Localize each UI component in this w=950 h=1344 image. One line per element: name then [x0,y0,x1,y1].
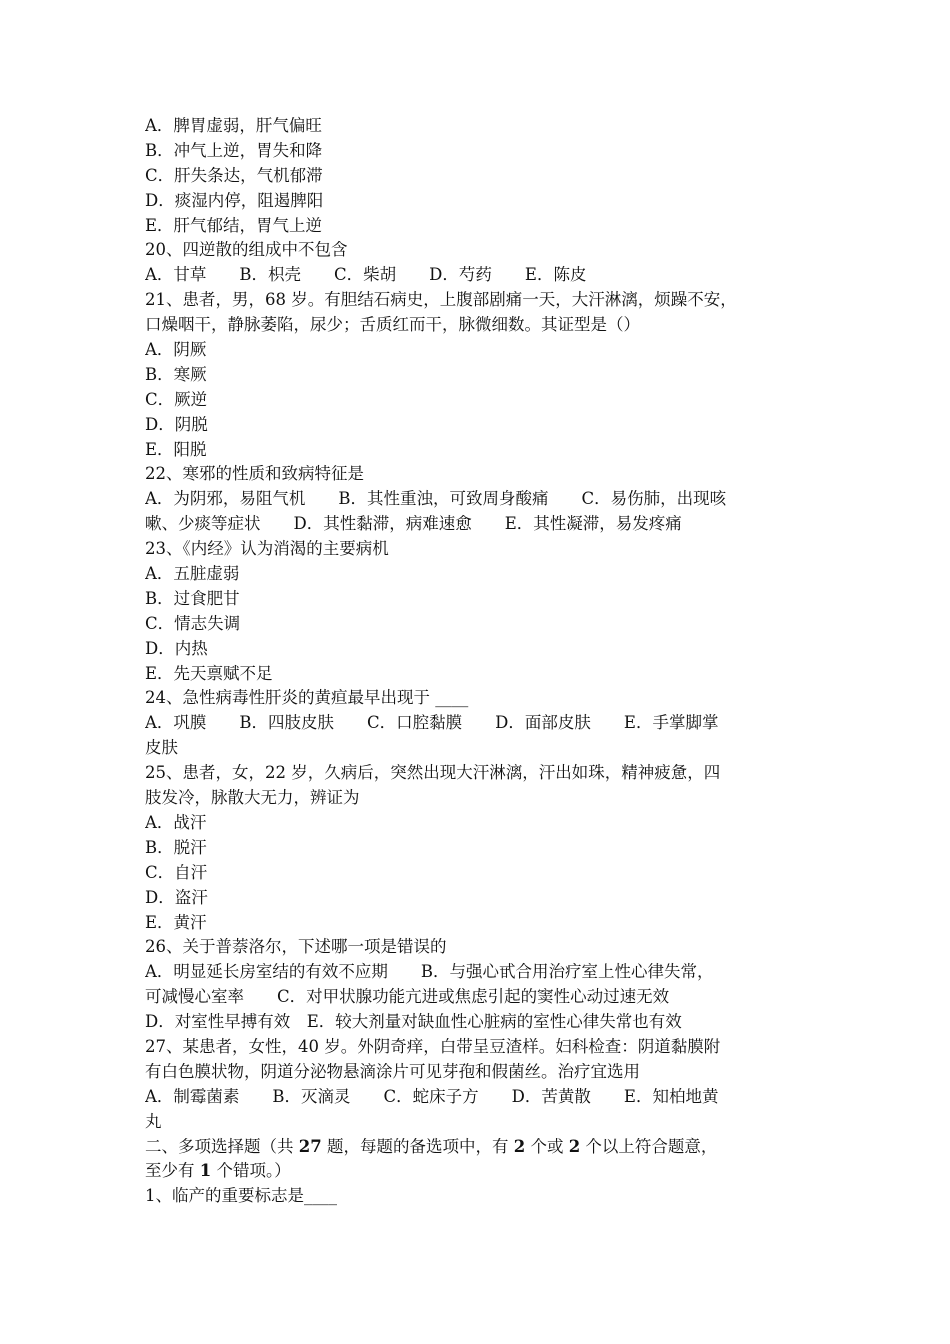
option-line: A．战汗 [145,812,207,832]
question-multi-1: 1、临产的重要标志是____ [145,1186,337,1206]
section-number: 2 [513,1136,526,1156]
option-line: C．自汗 [145,862,208,882]
options-26: A．明显延长房室结的有效不应期 B．与强心甙合用治疗室上性心律失常， [145,962,714,982]
option-line: E．阳脱 [145,439,207,459]
question-25-cont: 肢发冷，脉散大无力，辨证为 [145,788,360,808]
option-line: D．阴脱 [145,414,208,434]
question-20: 20、四逆散的组成中不包含 [145,240,348,260]
options-26-cont: D．对室性早搏有效 E．较大剂量对缺血性心脏病的室性心律失常也有效 [145,1012,682,1032]
options-24-cont: 皮肤 [145,738,178,758]
question-25: 25、患者，女，22 岁，久病后，突然出现大汗淋漓，汗出如珠，精神疲惫，四 [145,763,721,783]
section-text: 个错项。） [211,1161,291,1181]
question-27: 27、某患者，女性，40 岁。外阴奇痒，白带呈豆渣样。妇科检查：阴道黏膜附 [145,1036,721,1056]
section-number: 27 [298,1136,322,1156]
option-line: C．肝失条达，气机郁滞 [145,165,323,185]
options-27: A．制霉菌素 B．灭滴灵 C．蛇床子方 D．苦黄散 E．知柏地黄 [145,1086,719,1106]
options-27-cont: 丸 [145,1111,162,1131]
option-line: D．盗汗 [145,887,208,907]
option-line: B．脱汗 [145,837,207,857]
option-line: E．肝气郁结，胃气上逆 [145,215,323,235]
option-line: E．先天禀赋不足 [145,663,273,683]
options-20: A．甘草 B．枳壳 C．柴胡 D．芍药 E．陈皮 [145,265,587,285]
question-24: 24、急性病毒性肝炎的黄疸最早出现于 ____ [145,688,469,708]
question-26: 26、关于普萘洛尔，下述哪一项是错误的 [145,937,447,957]
option-line: B．过食肥甘 [145,588,240,608]
section-heading [145,1135,813,1160]
options-22-cont: 嗽、少痰等症状 D．其性黏滞，病难速愈 E．其性凝滞，易发疼痛 [145,514,682,534]
section-text: 个或 [525,1136,569,1156]
options-24: A．巩膜 B．四肢皮肤 C．口腔黏膜 D．面部皮肤 E．手掌脚掌 [145,713,719,733]
option-line: A．五脏虚弱 [145,564,240,584]
option-line: C．情志失调 [145,613,241,633]
option-line: D．内热 [145,638,208,658]
option-line: E．黄汗 [145,912,207,932]
option-line: D．痰湿内停，阻遏脾阳 [145,190,324,210]
question-21-cont: 口燥咽干，静脉萎陷，尿少；舌质红而干，脉微细数。其证型是（） [145,315,640,335]
section-text: 二、多项选择题（共 [145,1136,299,1156]
section-text: 至少有 [145,1161,200,1181]
section-number: 2 [568,1136,581,1156]
section-text: 题，每题的备选项中，有 [321,1136,514,1156]
section-text: 个以上符合题意， [580,1136,718,1156]
option-line: C．厥逆 [145,389,208,409]
question-22: 22、寒邪的性质和致病特征是 [145,464,364,484]
section-number: 1 [199,1161,212,1181]
section-heading-cont [145,1159,813,1184]
option-line: B．冲气上逆，胃失和降 [145,140,323,160]
option-line: A．脾胃虚弱，肝气偏旺 [145,116,322,135]
options-22: A．为阴邪，易阻气机 B．其性重浊，可致周身酸痛 C．易伤肺，出现咳 [145,489,727,509]
document-page [145,114,813,1209]
option-line: A．阴厥 [145,340,207,360]
question-27-cont: 有白色膜状物，阴道分泌物悬滴涂片可见芽孢和假菌丝。治疗宜选用 [145,1061,640,1081]
option-line: B．寒厥 [145,364,207,384]
question-23: 23、《内经》认为消渴的主要病机 [145,539,389,559]
question-21: 21、患者，男，68 岁。有胆结石病史，上腹部剧痛一天，大汗淋漓，烦躁不安， [145,290,737,310]
options-26-cont: 可减慢心室率 C．对甲状腺功能亢进或焦虑引起的窦性心动过速无效 [145,987,670,1007]
